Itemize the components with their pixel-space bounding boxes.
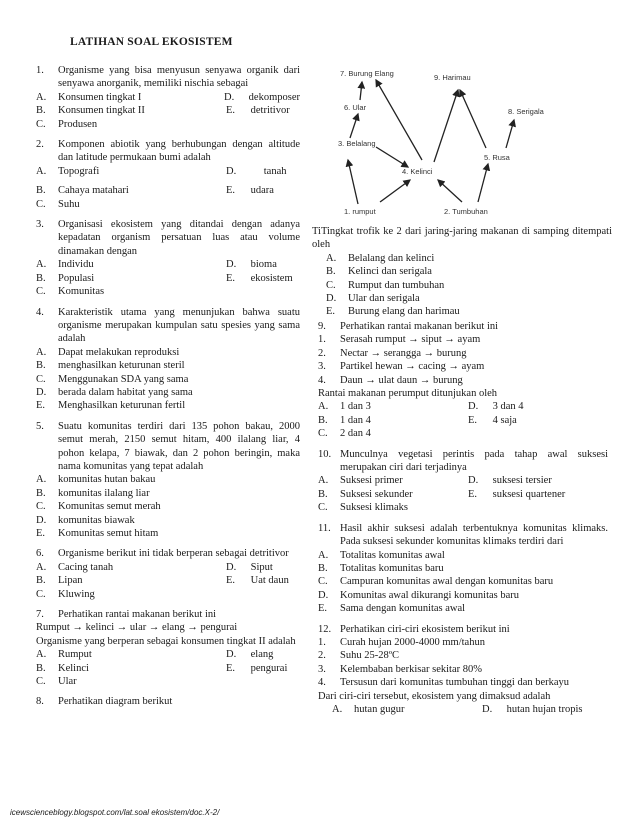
question-number: 7.	[36, 609, 44, 621]
item-number: 4.	[318, 677, 326, 689]
item-number: 2.	[318, 347, 326, 359]
option-letter: D.	[468, 401, 479, 413]
arrow-tumbuhan-rusa	[478, 164, 488, 202]
arrow-rumput-belalang	[348, 160, 358, 204]
option-text: Cahaya matahari	[58, 185, 129, 197]
option-letter: B.	[36, 272, 46, 284]
option-text: Siput	[250, 561, 273, 573]
option-text: Suksesi klimaks	[340, 502, 408, 514]
option-letter: C.	[36, 676, 46, 688]
question-6	[36, 547, 300, 601]
option-text: berada dalam habitat yang sama	[58, 386, 193, 398]
node-burung-elang: 7. Burung Elang	[340, 69, 394, 78]
option-letter: C.	[318, 576, 328, 588]
option-letter: C.	[36, 588, 46, 600]
question-number: 9.	[318, 321, 326, 332]
question-8-options	[312, 225, 612, 319]
question-text: Perhatikan rantai makanan berikut ini	[58, 609, 217, 621]
question-prompt: Rantai makanan perumput ditunjukan oleh	[318, 388, 498, 400]
option-text: pengurai	[250, 662, 288, 674]
option-letter: D.	[326, 293, 337, 305]
arrow-rusa-harimau	[460, 90, 486, 148]
question-prompt: Organisme yang berperan sebagai konsumen tingkat II adalah	[36, 635, 296, 647]
node-ular: 6. Ular	[344, 103, 367, 112]
option-letter: C.	[318, 428, 328, 440]
option-text: Ular dan serigala	[348, 293, 420, 305]
option-letter: B.	[36, 185, 46, 197]
question-number: 1.	[36, 65, 44, 76]
option-letter: C.	[36, 118, 46, 130]
option-letter: B.	[36, 105, 46, 117]
option-letter: A.	[36, 91, 47, 103]
option-letter: B.	[318, 488, 328, 500]
option-text: Komunitas semut hitam	[58, 528, 159, 539]
question-number: 5.	[36, 420, 44, 432]
question-8	[36, 695, 300, 708]
option-letter: A.	[318, 401, 329, 413]
option-letter: D.	[468, 475, 479, 487]
option-letter: B.	[36, 575, 46, 587]
option-text: Cacing tanah	[58, 561, 114, 573]
option-text: Suhu	[58, 198, 80, 210]
question-12	[318, 623, 608, 717]
option-letter: A.	[326, 252, 337, 264]
option-letter: E.	[36, 528, 46, 539]
option-letter: A.	[36, 474, 47, 486]
question-10	[318, 448, 608, 515]
option-letter: B.	[326, 266, 336, 278]
question-number: 11.	[318, 522, 331, 534]
question-number: 10.	[318, 448, 332, 460]
option-text: 3 dan 4	[492, 401, 524, 413]
option-letter: A.	[36, 561, 47, 573]
question-prompt: Dari ciri-ciri tersebut, ekosistem yang dimaksud adalah	[318, 690, 551, 702]
arrow-rusa-serigala	[506, 120, 514, 148]
option-text: 1 dan 4	[340, 414, 371, 426]
option-letter: C.	[36, 501, 46, 513]
option-letter: A.	[318, 475, 329, 487]
option-text: Menghasilkan keturunan fertil	[58, 400, 186, 412]
option-text: komunitas ilalang liar	[58, 487, 150, 499]
option-letter: D.	[36, 514, 47, 526]
option-letter: C.	[326, 279, 336, 291]
option-text: Totalitas komunitas baru	[340, 562, 444, 574]
question-text: Perhatikan ciri-ciri ekosistem berikut ini	[340, 623, 510, 635]
option-text: komunitas biawak	[58, 514, 135, 526]
question-11	[318, 522, 608, 616]
option-letter: E.	[326, 306, 336, 318]
option-text: hutan hujan tropis	[506, 703, 583, 715]
option-text: Ular	[58, 676, 77, 688]
option-letter: E.	[226, 662, 236, 674]
option-text: Burung elang dan harimau	[348, 306, 460, 318]
option-text: Rumput dan tumbuhan	[348, 279, 445, 291]
question-1	[36, 64, 300, 131]
arrow-rumput-kelinci	[380, 180, 410, 202]
option-letter: A.	[36, 259, 47, 271]
option-text: Individu	[58, 259, 94, 271]
question-5	[36, 420, 300, 541]
option-letter: D.	[318, 589, 329, 601]
node-rumput: 1. rumput	[344, 207, 376, 216]
list-item: Kelembaban berkisar sekitar 80%	[340, 663, 482, 675]
arrow-tumbuhan-kelinci	[438, 180, 462, 202]
option-text: Campuran komunitas awal dengan komunitas baru	[340, 576, 554, 588]
node-kelinci: 4. Kelinci	[402, 167, 433, 176]
option-letter: B.	[318, 562, 328, 574]
question-text: TiTingkat trofik ke 2 dari jaring-jaring makanan di samping ditempati oleh	[312, 226, 612, 251]
option-letter: E.	[226, 185, 236, 197]
option-text: Uat daun	[250, 575, 289, 587]
question-text: Munculnya vegetasi perintis pada tahap awal suksesi merupakan ciri dari terjadinya	[340, 448, 608, 474]
option-text: 1 dan 3	[340, 401, 371, 413]
option-letter: E.	[36, 400, 46, 412]
list-item: Tersusun dari komunitas tumbuhan tinggi dan berkayu	[340, 677, 570, 689]
option-text: detritivor	[250, 105, 290, 117]
option-text: 4 saja	[492, 414, 517, 426]
question-text: Hasil akhir suksesi adalah terbentuknya komunitas klimaks. Pada suksesi sekunder komunitas klimaks terdiri dari	[340, 522, 608, 548]
option-text: hutan gugur	[354, 703, 405, 715]
option-text: menghasilkan keturunan steril	[58, 360, 185, 372]
option-text: Populasi	[58, 272, 95, 284]
node-rusa: 5. Rusa	[484, 153, 510, 162]
arrow-kelinci-elang	[376, 80, 422, 160]
question-text: Organisme berikut ini tidak berperan sebagai detritivor	[58, 548, 289, 560]
option-letter: C.	[36, 198, 46, 210]
list-item: Curah hujan 2000-4000 mm/tahun	[340, 636, 485, 648]
question-text: Organisme yang bisa menyusun senyawa organik dari senyawa anorganik, memiliki nischia sebagai	[58, 65, 300, 90]
footer-url: icewscienceblogy.blogspot.com/lat.soal ekosistem/doc.X-2/	[10, 808, 220, 817]
arrow-kelinci-harimau	[434, 90, 458, 162]
option-letter: D.	[36, 386, 47, 398]
item-number: 3.	[318, 663, 326, 675]
left-column	[36, 64, 300, 716]
node-harimau: 9. Harimau	[434, 73, 471, 82]
list-item: Partikel hewan → cacing → ayam	[340, 361, 485, 373]
question-text: Perhatikan rantai makanan berikut ini	[340, 321, 499, 332]
question-3	[36, 218, 300, 298]
option-text: elang	[250, 649, 274, 661]
list-item: Daun → ulat daun → burung	[340, 374, 463, 386]
node-tumbuhan: 2. Tumbuhan	[444, 207, 488, 216]
option-letter: D.	[226, 165, 237, 177]
question-7	[36, 608, 300, 688]
list-item: Nectar → serangga → burung	[340, 347, 467, 359]
arrow-ular-elang	[360, 82, 362, 100]
option-letter: D.	[226, 561, 237, 573]
option-letter: C.	[318, 502, 328, 514]
question-text: Suatu komunitas terdiri dari 135 pohon bakau, 2000 semut merah, 2150 semut hitam, 400 ilalang liar, 4 pohon kelapa, 7 biawak, dan 2 pohon beringin, maka nama komunitas yang tepat adalah	[58, 420, 300, 472]
option-text: Komunitas	[58, 286, 105, 298]
question-9	[318, 320, 608, 441]
option-text: Konsumen tingkat I	[58, 91, 142, 103]
option-letter: B.	[36, 662, 46, 674]
option-text: dekomposer	[248, 91, 300, 103]
option-letter: E.	[318, 603, 328, 615]
option-letter: A.	[318, 549, 329, 561]
option-text: suksesi quartener	[492, 488, 566, 500]
option-text: Lipan	[58, 575, 83, 587]
option-text: Suksesi sekunder	[340, 488, 413, 500]
option-text: Komunitas semut merah	[58, 501, 161, 513]
option-text: Kelinci	[58, 662, 89, 674]
option-letter: A.	[332, 703, 343, 715]
option-letter: A.	[36, 165, 47, 177]
question-2	[36, 138, 300, 211]
food-chain: Rumput → kelinci → ular → elang → pengurai	[36, 622, 238, 634]
option-text: Dapat melakukan reproduksi	[58, 346, 180, 358]
arrow-belalang-kelinci	[376, 147, 408, 167]
option-text: Kelinci dan serigala	[348, 266, 432, 278]
node-serigala: 8. Serigala	[508, 107, 544, 116]
option-text: Menggunakan SDA yang sama	[58, 373, 189, 385]
option-letter: B.	[36, 487, 46, 499]
option-letter: A.	[36, 346, 47, 358]
food-web-diagram	[336, 62, 608, 222]
option-letter: B.	[318, 414, 328, 426]
question-number: 4.	[36, 306, 44, 318]
item-number: 4.	[318, 374, 326, 386]
option-letter: E.	[226, 105, 236, 117]
option-letter: E.	[226, 575, 236, 587]
question-text: Organisasi ekosistem yang ditandai dengan adanya kepadatan organism persatuan luas atau volume dinamakan dengan	[58, 219, 300, 257]
option-text: Komunitas awal dikurangi komunitas baru	[340, 589, 520, 601]
question-text: Karakteristik utama yang menunjukan bahwa suatu organisme merupakan kumpulan satu spesies yang sama adalah	[58, 306, 300, 345]
arrow-belalang-ular	[350, 114, 358, 138]
option-text: Belalang dan kelinci	[348, 252, 435, 264]
node-belalang: 3. Belalang	[338, 139, 376, 148]
option-letter: E.	[468, 414, 478, 426]
option-letter: D.	[482, 703, 493, 715]
option-text: Produsen	[58, 118, 98, 130]
list-item: Suhu 25-28ºC	[340, 650, 399, 662]
option-text: komunitas hutan bakau	[58, 474, 156, 486]
option-text: Topografi	[58, 165, 100, 177]
question-text: Komponen abiotik yang berhubungan dengan altitude dan latitude permukaan bumi adalah	[58, 139, 300, 164]
option-letter: D.	[226, 649, 237, 661]
option-text: Kluwing	[58, 588, 95, 600]
option-letter: C.	[36, 286, 46, 298]
item-number: 2.	[318, 650, 326, 662]
option-letter: B.	[36, 360, 46, 372]
option-text: Sama dengan komunitas awal	[340, 603, 466, 615]
list-item: Serasah rumput → siput → ayam	[340, 334, 481, 346]
right-column	[318, 320, 608, 723]
question-number: 2.	[36, 139, 44, 151]
page-title: LATIHAN SOAL EKOSISTEM	[70, 36, 233, 48]
option-text: ekosistem	[250, 272, 293, 284]
option-letter: E.	[468, 488, 478, 500]
option-text: Konsumen tingkat II	[58, 105, 145, 117]
item-number: 1.	[318, 636, 326, 648]
option-text: Totalitas komunitas awal	[340, 549, 445, 561]
item-number: 1.	[318, 334, 326, 346]
option-text: Rumput	[58, 649, 92, 661]
option-letter: C.	[36, 373, 46, 385]
option-text: Suksesi primer	[340, 475, 403, 487]
option-text: udara	[250, 185, 274, 197]
question-4	[36, 306, 300, 413]
option-text: bioma	[250, 259, 277, 271]
question-text: Perhatikan diagram berikut	[58, 696, 173, 708]
question-number: 12.	[318, 623, 332, 635]
question-number: 8.	[36, 696, 44, 708]
option-letter: D.	[224, 91, 235, 103]
option-text: tanah	[263, 165, 287, 177]
option-letter: E.	[226, 272, 236, 284]
option-letter: A.	[36, 649, 47, 661]
question-number: 3.	[36, 219, 44, 231]
option-text: 2 dan 4	[340, 428, 371, 440]
item-number: 3.	[318, 361, 326, 373]
question-number: 6.	[36, 548, 44, 560]
option-letter: D.	[226, 259, 237, 271]
option-text: suksesi tersier	[492, 475, 552, 487]
